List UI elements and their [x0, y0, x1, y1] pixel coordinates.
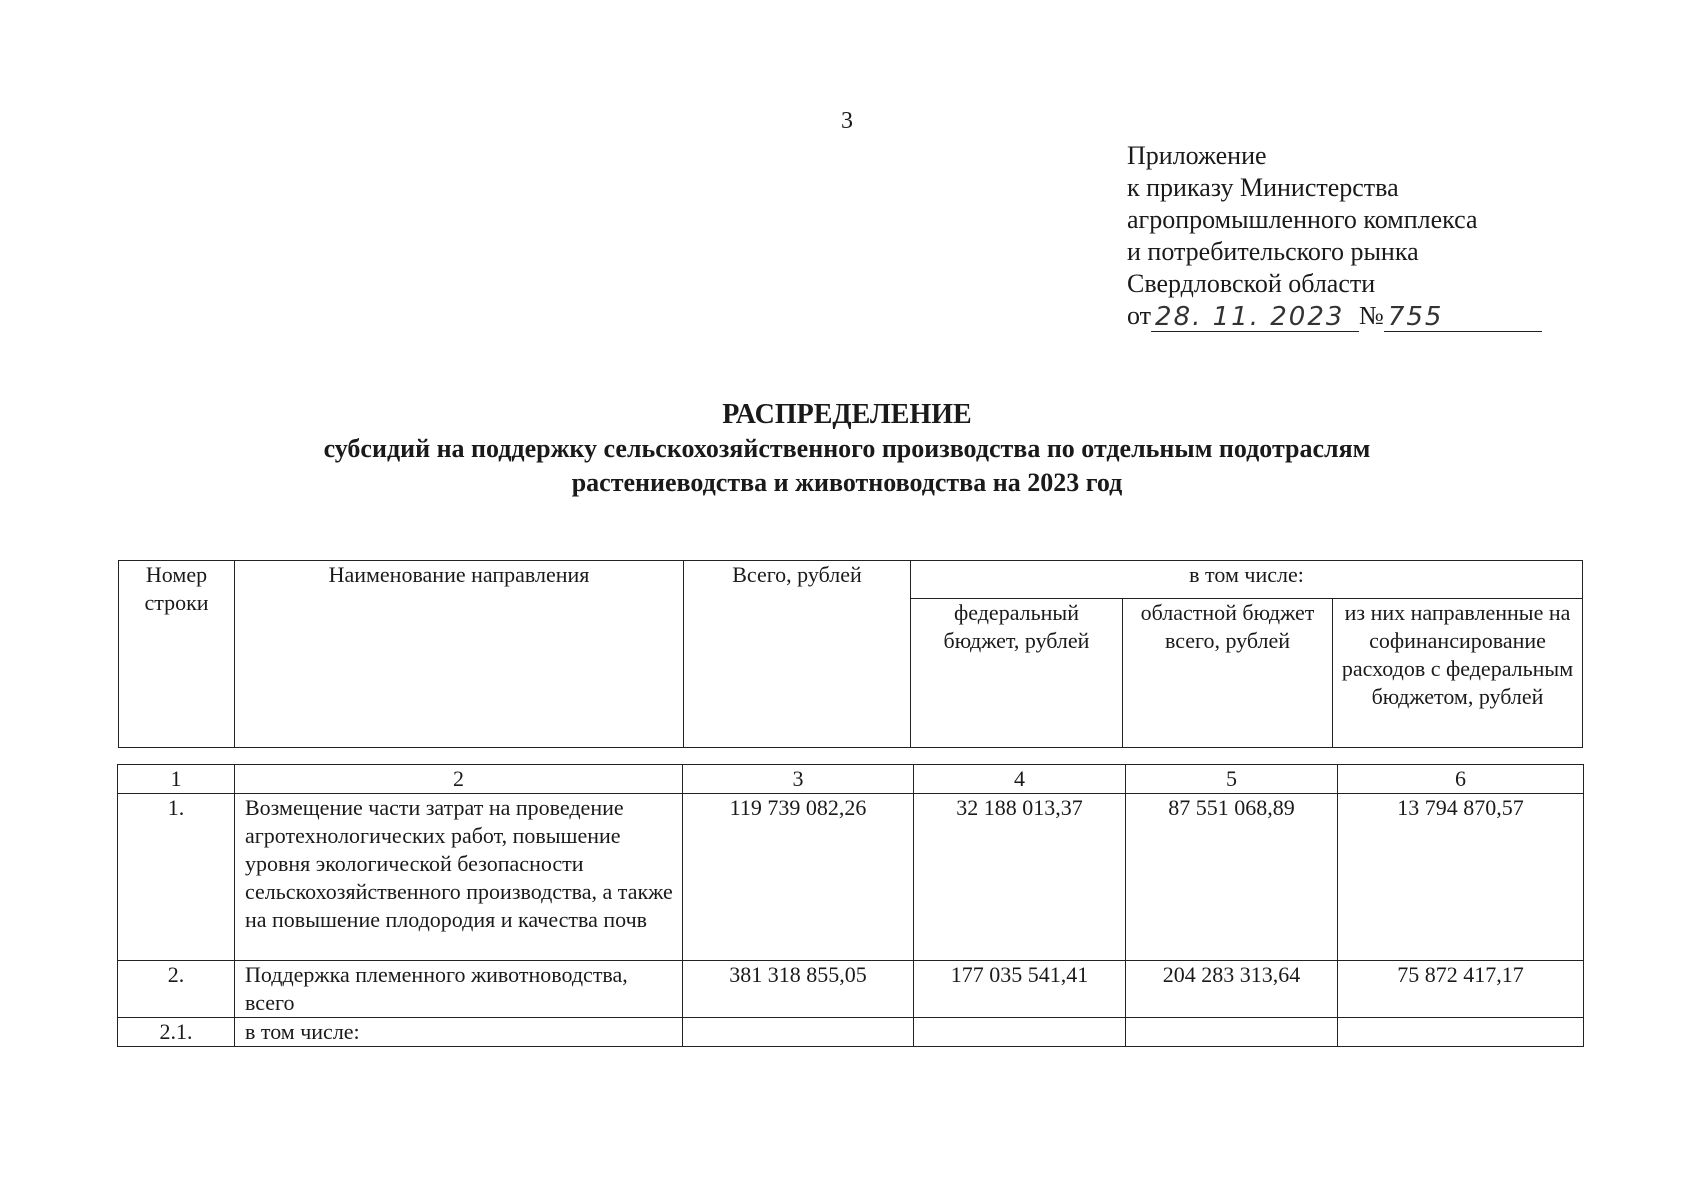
title-line-3: растениеводства и животноводства на 2023 год: [571, 468, 1123, 497]
appendix-block: [1127, 140, 1542, 332]
column-number: 1: [118, 765, 235, 794]
header-cofinancing: из них направленные на софинансирование расходов с федеральным бюджетом, рублей: [1333, 599, 1583, 748]
row-total: 381 318 855,05: [683, 961, 914, 1018]
column-number: 2: [235, 765, 683, 794]
data-table: [117, 764, 1584, 1047]
row-regional: [1126, 1018, 1338, 1047]
table-row: [118, 794, 1584, 961]
column-number: 5: [1126, 765, 1338, 794]
appendix-line: агропромышленного комплекса: [1127, 205, 1478, 234]
header-total: Всего, рублей: [684, 561, 911, 748]
header-regional: областной бюджет всего, рублей: [1123, 599, 1333, 748]
appendix-line: к приказу Министерства: [1127, 173, 1399, 202]
row-total: 119 739 082,26: [683, 794, 914, 961]
header-federal: федеральный бюджет, рублей: [911, 599, 1123, 748]
order-date-number-line: [1127, 300, 1542, 332]
header-direction-name: Наименование направления: [235, 561, 684, 748]
row-total: [683, 1018, 914, 1047]
table-row: [118, 961, 1584, 1018]
number-label: №: [1359, 301, 1384, 330]
column-number-row: [118, 765, 1584, 794]
handwritten-number: 755: [1384, 303, 1542, 332]
row-regional: 87 551 068,89: [1126, 794, 1338, 961]
column-number: 4: [914, 765, 1126, 794]
table-row: [118, 1018, 1584, 1047]
row-number: 2.: [118, 961, 235, 1018]
header-including: в том числе:: [911, 561, 1583, 599]
row-number: 2.1.: [118, 1018, 235, 1047]
row-federal: [914, 1018, 1126, 1047]
document-title: [0, 398, 1694, 500]
row-federal: 32 188 013,37: [914, 794, 1126, 961]
column-number: 6: [1338, 765, 1584, 794]
row-cofinancing: 75 872 417,17: [1338, 961, 1584, 1018]
appendix-line: и потребительского рынка: [1127, 237, 1419, 266]
row-name: Возмещение части затрат на проведение агротехнологических работ, повышение уровня экологической безопасности сельскохозяйственного производства, а также на повышение плодородия и качества почв: [235, 794, 683, 961]
from-label: от: [1127, 301, 1152, 330]
row-cofinancing: [1338, 1018, 1584, 1047]
table-header: [118, 560, 1583, 748]
row-name: в том числе:: [235, 1018, 683, 1047]
handwritten-date: 28. 11. 2023: [1151, 303, 1359, 332]
header-row-number: Номер строки: [119, 561, 235, 748]
title-line-2: субсидий на поддержку сельскохозяйственного производства по отдельным подотраслям: [323, 434, 1371, 463]
page-number: 3: [841, 108, 853, 134]
row-number: 1.: [118, 794, 235, 961]
row-regional: 204 283 313,64: [1126, 961, 1338, 1018]
title-main: РАСПРЕДЕЛЕНИЕ: [722, 399, 972, 430]
row-name: Поддержка племенного животноводства, всего: [235, 961, 683, 1018]
appendix-line: Приложение: [1127, 141, 1267, 170]
column-number: 3: [683, 765, 914, 794]
appendix-line: Свердловской области: [1127, 269, 1376, 298]
row-federal: 177 035 541,41: [914, 961, 1126, 1018]
row-cofinancing: 13 794 870,57: [1338, 794, 1584, 961]
